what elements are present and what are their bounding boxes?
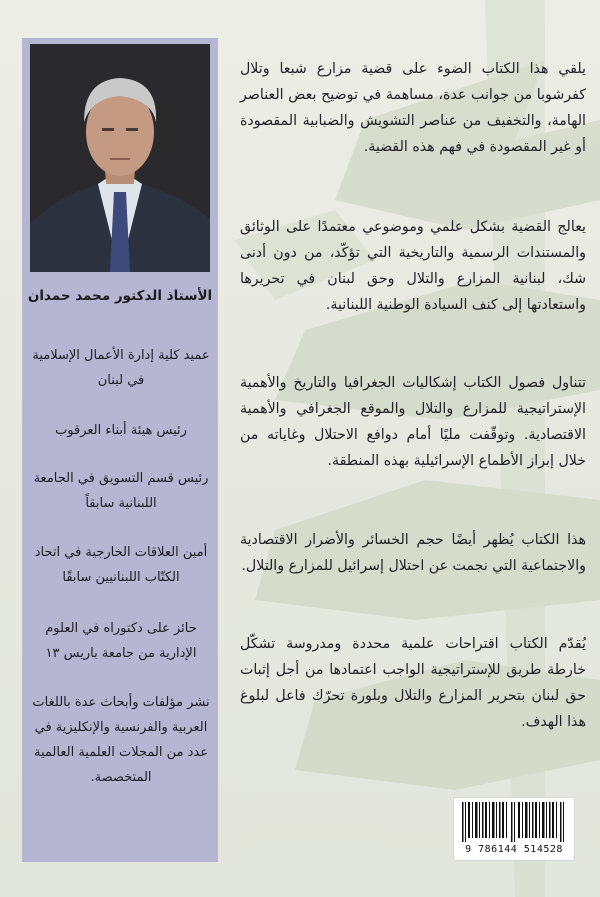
portrait-icon	[30, 44, 210, 272]
bio-item: أمين العلاقات الخارجية في اتحاد الكتّاب اللبنانيين سابقًا	[34, 545, 208, 585]
bio-item: نشر مؤلفات وأبحاث عدة باللغات العربية والفرنسية والإنكليزية في عدد من المجلات العلمية العالمية المتخصصة.	[32, 695, 210, 785]
isbn-digits: 9 786144 514528	[465, 844, 563, 855]
bio-item: رئيس قسم التسويق في الجامعة اللبنانية سابقاً	[33, 471, 209, 511]
author-name: الأستاذ الدكتور محمد حمدان	[27, 288, 213, 304]
paragraph: يعالج القضية بشكل علمي وموضوعي معتمدًا على الوثائق والمستندات الرسمية والتاريخية التي تؤكّد، من دون أدنى شك، لبنانية المزارع والتلال وحق لبنان في تحريرها واستعادتها إلى كنف السيادة الوطنية اللبنانية.	[240, 219, 586, 313]
bio-item: حائز على دكتوراه في العلوم الإدارية من جامعة باريس ١٣	[45, 621, 197, 661]
paragraph: هذا الكتاب يُظهر أيضًا حجم الخسائر والأضرار الاقتصادية والاجتماعية التي نجمت عن احتلال إسرائيل للمزارع والتلال.	[240, 532, 586, 574]
paragraph: تتناول فصول الكتاب إشكاليات الجغرافيا والتاريخ والأهمية الإستراتيجية للمزارع والتلال والموقع الجغرافي والأهمية الاقتصادية. وتوقّفت مليًا أمام دوافع الاحتلال وغاياته من خلال إبراز الأطماع الإسرائيلية بهذه المنطقة.	[240, 375, 586, 469]
paragraph: يُقدّم الكتاب اقتراحات علمية محددة ومدروسة تشكّل خارطة طريق للإستراتيجية الواجب اعتمادها من أجل إثبات حق لبنان بتحرير المزارع والتلال وبلورة تحرّك فاعل لبلوغ هذا الهدف.	[240, 636, 586, 730]
barcode-icon	[454, 798, 574, 842]
bio-item: رئيس هيئة أبناء العرقوب	[55, 423, 187, 438]
isbn-barcode	[453, 797, 575, 861]
author-photo	[30, 44, 210, 272]
bio-item: عميد كلية إدارة الأعمال الإسلامية في لبنان	[32, 348, 210, 388]
paragraph: يلقي هذا الكتاب الضوء على قضية مزارع شبعا وتلال كفرشوبا من جوانب عدة، مساهمة في توضيح بعض العناصر الهامة، والتخفيف من عناصر التشويش والضبابية المقصودة أو غير المقصودة في فهم هذه القضية.	[240, 61, 586, 155]
